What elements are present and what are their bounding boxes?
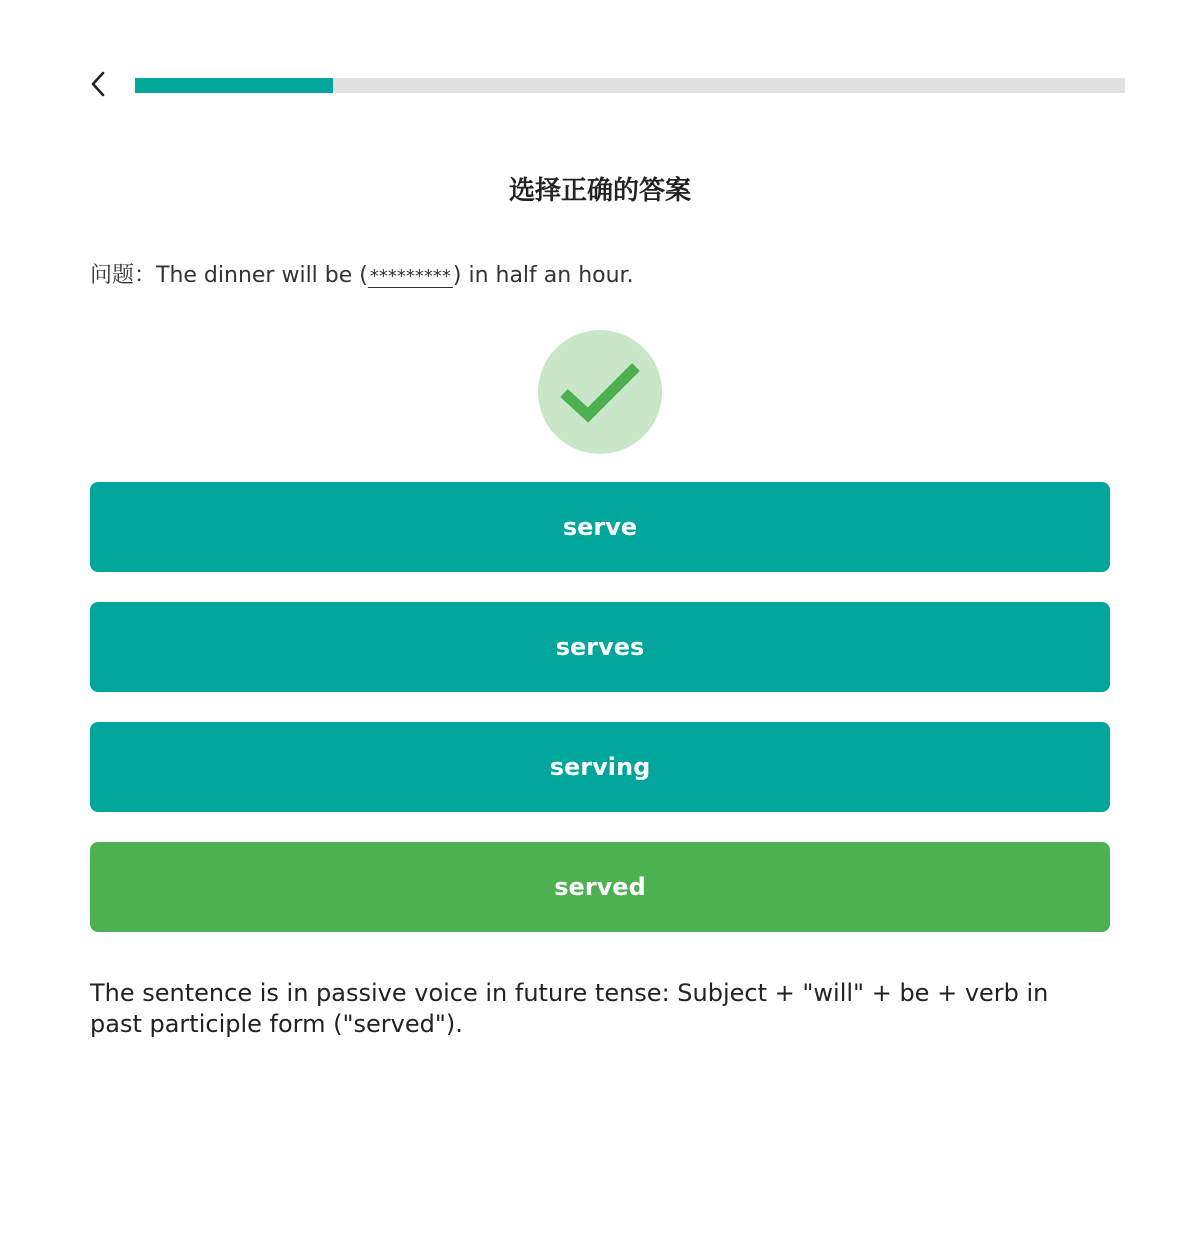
checkmark-icon	[558, 359, 642, 425]
question-before-blank: The dinner will be (	[156, 263, 368, 288]
question-prefix: 问题：	[90, 263, 157, 288]
chevron-left-icon	[88, 70, 108, 98]
question-text	[90, 258, 634, 289]
page-title: 选择正确的答案	[508, 176, 691, 206]
answer-explanation: The sentence is in passive voice in future tense: Subject + "will" + be + verb in past participle form ("served").	[90, 979, 1049, 1038]
answer-option-4[interactable]: served	[90, 842, 1110, 932]
progress-bar-fill	[135, 78, 333, 93]
progress-bar	[135, 78, 1125, 93]
question-after-blank: ) in half an hour.	[452, 263, 634, 288]
answer-option-3[interactable]: serving	[90, 722, 1110, 812]
answer-option-1[interactable]: serve	[90, 482, 1110, 572]
back-button[interactable]	[80, 66, 116, 102]
correct-feedback-badge	[538, 330, 662, 454]
question-blank: *********	[369, 266, 451, 287]
answer-option-2[interactable]: serves	[90, 602, 1110, 692]
